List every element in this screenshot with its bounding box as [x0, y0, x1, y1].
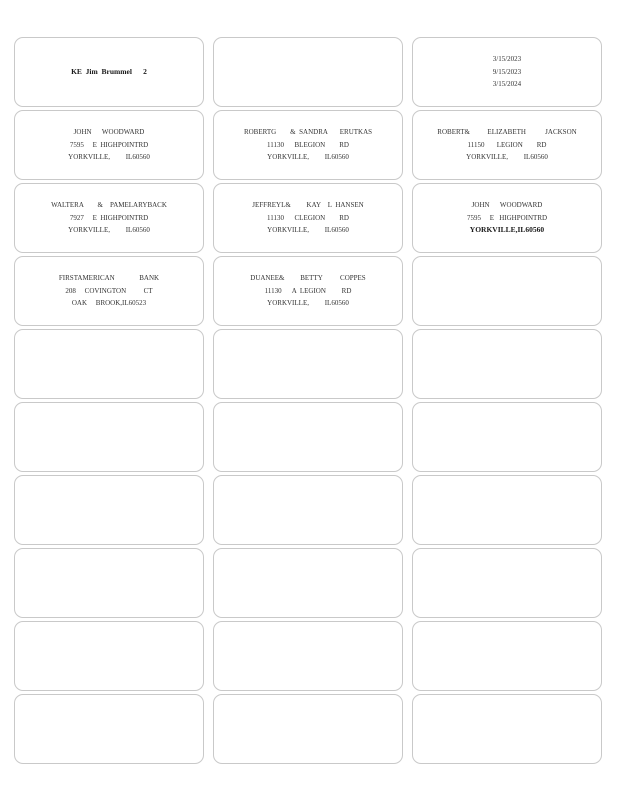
address-label	[412, 183, 602, 253]
label-line: 11150 LEGION RD	[467, 140, 547, 149]
label-line: KE Jim Brummel 2	[71, 66, 147, 76]
label-line: WALTERA & PAMELARYBACK	[51, 201, 167, 210]
address-label	[213, 37, 403, 107]
label-line: YORKVILLE, IL60560	[466, 153, 548, 162]
label-line: JEFFREYL& KAY L HANSEN	[252, 201, 364, 210]
address-label	[213, 621, 403, 691]
address-label	[14, 475, 204, 545]
label-sheet	[14, 37, 602, 764]
label-line: 11130 A LEGION RD	[264, 286, 352, 295]
address-label	[412, 475, 602, 545]
address-label	[213, 402, 403, 472]
label-line: DUANEE& BETTY COPPES	[250, 274, 366, 283]
label-line: JOHN WOODWARD	[73, 128, 145, 137]
label-line: YORKVILLE, IL60560	[267, 226, 349, 235]
label-line: YORKVILLE,IL60560	[469, 225, 545, 235]
label-line: ROBERTG & SANDRA ERUTKAS	[243, 128, 373, 137]
address-label	[14, 256, 204, 326]
address-label	[14, 110, 204, 180]
address-label	[412, 37, 602, 107]
address-label	[213, 548, 403, 618]
address-label	[412, 548, 602, 618]
label-line: 7595 E HIGHPOINTRD	[69, 140, 149, 149]
label-line: 9/15/2023	[492, 67, 522, 76]
address-label	[14, 402, 204, 472]
address-label	[213, 329, 403, 399]
address-label	[412, 621, 602, 691]
address-label	[14, 548, 204, 618]
address-label	[213, 110, 403, 180]
label-line: YORKVILLE, IL60560	[68, 226, 150, 235]
address-label	[412, 110, 602, 180]
address-label	[412, 329, 602, 399]
label-line: 11130 CLEGION RD	[267, 213, 349, 222]
address-label	[14, 621, 204, 691]
address-label	[14, 37, 204, 107]
address-label	[213, 256, 403, 326]
address-label	[412, 256, 602, 326]
label-line: 3/15/2023	[492, 55, 522, 64]
label-line: YORKVILLE, IL60560	[267, 299, 349, 308]
label-line: 7927 E HIGHPOINTRD	[69, 213, 149, 222]
address-label	[14, 694, 204, 764]
address-label	[213, 475, 403, 545]
address-label	[14, 329, 204, 399]
address-label	[213, 694, 403, 764]
label-line: JOHN WOODWARD	[471, 201, 543, 210]
label-line: OAK BROOK,IL60523	[71, 299, 147, 308]
label-line: ROBERT& ELIZABETH JACKSON	[437, 128, 577, 137]
label-line: 7595 E HIGHPOINTRD	[466, 213, 548, 222]
address-label	[412, 694, 602, 764]
label-line: 3/15/2024	[492, 80, 522, 89]
address-label	[412, 402, 602, 472]
label-line: FIRSTAMERICAN BANK	[58, 274, 160, 283]
label-line: YORKVILLE, IL60560	[68, 153, 150, 162]
label-line: 208 COVINGTON CT	[65, 286, 153, 295]
label-line: 11130 BLEGION RD	[267, 140, 349, 149]
label-line: YORKVILLE, IL60560	[267, 153, 349, 162]
address-label	[14, 183, 204, 253]
address-label	[213, 183, 403, 253]
